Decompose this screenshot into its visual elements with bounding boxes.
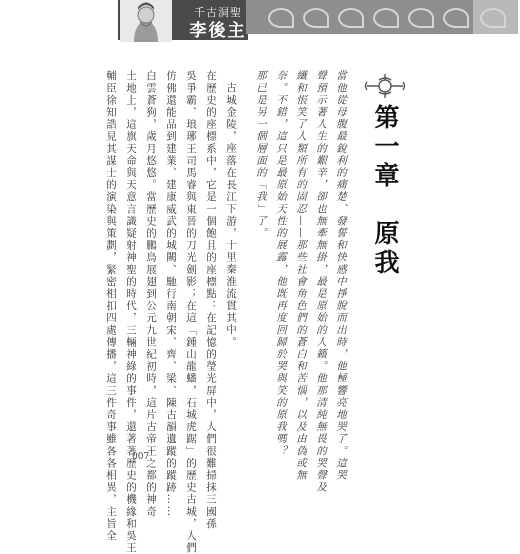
series-title: 千古洞聖 xyxy=(194,6,242,19)
intro-column: 聲預示著人生的艱辛，卻也無牽無掛，最是原始的人籟。他那清純無畏的哭聲及 xyxy=(315,70,327,494)
body-column: 輔臣徐知誥見其謀士的演染與策劃，緊密相扣四處傳播，這三件奇事雖各各相異，主旨全 xyxy=(105,70,117,542)
body-column: 在歷史的座標系中，它是一個飽且的座標點：在記憶的瑩光屏中，人們很難掃抹三國孫 xyxy=(205,70,217,530)
chapter-title: 第一章 原我 xyxy=(371,104,400,278)
body-column: 白雲蒼狗，歲月悠悠。當歷史的鵬鳥展翅到公元九世紀初時，這片古帝王之都的神奇 xyxy=(145,70,157,518)
swirl-ornament xyxy=(408,8,434,28)
swirl-ornament xyxy=(480,8,506,28)
swirl-ornament xyxy=(268,8,294,28)
knot-ornament-icon xyxy=(364,72,406,100)
body-column: 土地上，這旗天命與天意言識疑射神聖的時代，三輛神綠的事件，還著著歷史的機緣和吳王 xyxy=(125,70,137,554)
body-column: 古城金陵，座落在長江下游，十里秦淮流貫其中。 xyxy=(225,82,237,349)
body-column: 吳爭霸、琅琊王司馬睿與東晉的刀光劍影；在這「鍾山龍蟠，石城虎踞」的歷史古城，人們 xyxy=(185,70,197,554)
intro-column: 奈。不錯，這只是最原始天性的展露，他既再度回歸於哭與笑的原我嗎？ xyxy=(275,70,287,458)
page-number: 007 xyxy=(132,452,150,462)
book-title: 李後主 xyxy=(189,21,247,41)
body-column: 仿佛還能品到建業、建康威武的城闕、馳行南朝宋、齊、梁、陳古韻遺蹤的蹤跡…… xyxy=(165,70,177,518)
intro-column: 那已是另一個層面的「我」了。 xyxy=(255,70,267,240)
swirl-ornament xyxy=(303,8,329,28)
swirl-ornament xyxy=(373,8,399,28)
swirl-ornament xyxy=(338,8,364,28)
intro-column: 纖和悵笑了人類所有的固忍——那些社會角色們的蒼白和苦惱，以及由偽或無 xyxy=(295,70,307,482)
swirl-ornament xyxy=(443,8,469,28)
intro-column: 當他從母腹最銳利的痛楚、發誓和快感中掙脫而出時，他極響亮地哭了。這哭 xyxy=(335,70,347,482)
portrait-illustration xyxy=(120,0,172,42)
